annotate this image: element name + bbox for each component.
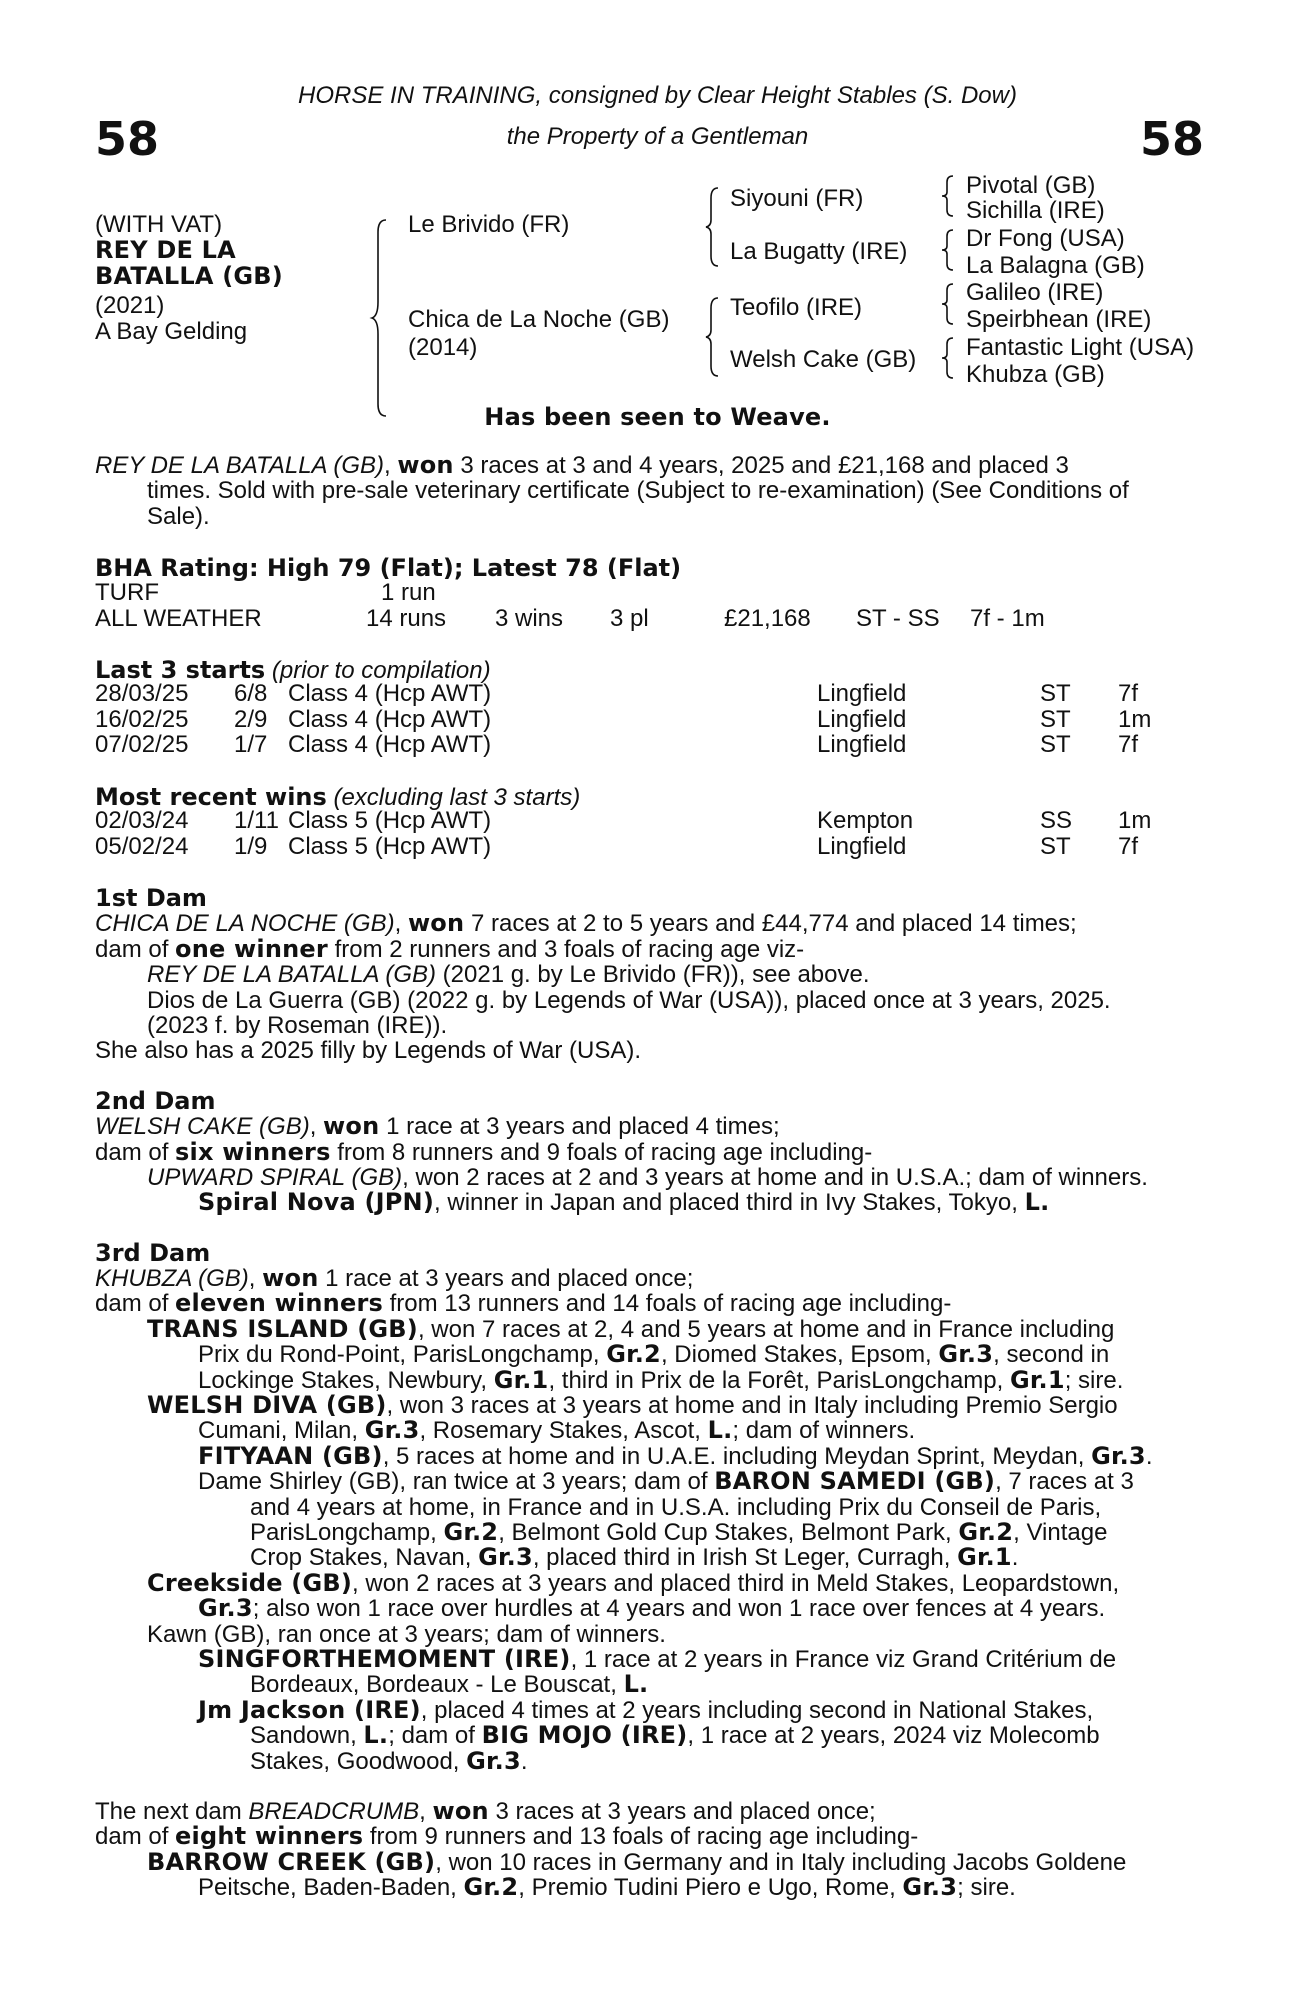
text: ; dam of winners. [732,1417,916,1445]
sire-name: Le Brivido (FR) [408,211,570,238]
aw-going: ST - SS [856,605,940,632]
text: The next dam [95,1797,249,1825]
sep: , [309,1113,324,1141]
summary-text-1: 3 races at 3 and 4 years, 2025 and £21,168 and placed 3 [453,452,1069,479]
text: , Rosemary Stakes, Ascot, [419,1417,708,1445]
offspring-kawn: Kawn (GB), ran once at 3 years; dam of winners. [147,1620,666,1648]
second-dam-record: 1 race at 3 years and placed 4 times; [379,1113,780,1141]
race-grade: L. [707,1416,733,1445]
text: ; sire. [1064,1366,1124,1394]
recent-wins-note: (excluding last 3 starts) [326,784,581,811]
race-grade: L. [623,1670,649,1699]
text: ; dam of [388,1722,482,1750]
text: . [1145,1442,1153,1470]
race-class: Class 5 (Hcp AWT) [288,807,492,834]
second-dam-heading: 2nd Dam [95,1086,216,1115]
race-dist: 1m [1118,705,1152,733]
turf-label: TURF [95,579,159,606]
ancestor-2: Sichilla (IRE) [966,197,1105,224]
race-dist: 7f [1118,680,1139,707]
text: , won 10 races in Germany and in Italy including Jacobs Goldene [435,1848,1127,1876]
winners-count: eleven winners [175,1289,383,1318]
third-dam-record: 1 race at 3 years and placed once; [318,1265,694,1293]
race-pos: 6/8 [234,680,268,707]
offspring-name: UPWARD SPIRAL (GB) [147,1163,403,1191]
offspring-name: Jm Jackson (IRE) [198,1695,421,1724]
offspring-details: , won 2 races at 2 and 3 years at home and in U.S.A.; dam of winners. [402,1163,1148,1191]
text: . [1011,1544,1019,1572]
ancestor-6: Speirbhean (IRE) [966,306,1152,333]
race-grade: Gr.3 [364,1416,420,1445]
text: ; sire. [957,1874,1016,1902]
offspring-name: BARROW CREEK (GB) [147,1847,436,1876]
race-pos: 1/9 [234,832,268,860]
text: Peitsche, Baden-Baden, [198,1874,464,1902]
text: Bordeaux, Bordeaux - Le Bouscat, [250,1671,624,1699]
text: , won 2 races at 3 years and placed third in Meld Stakes, Leopardstown, [352,1569,1120,1597]
text: , Premio Tudini Piero e Ugo, Rome, [518,1874,903,1902]
summary-text-3: Sale). [147,502,210,530]
race-course: Lingfield [817,731,907,758]
sep: , [248,1265,263,1293]
race-class: Class 5 (Hcp AWT) [288,832,492,860]
brace-g1 [940,174,960,218]
race-course: Lingfield [817,705,907,733]
race-class: Class 4 (Hcp AWT) [288,680,492,707]
race-pos: 2/9 [234,705,268,733]
text: Lockinge Stakes, Newbury, [198,1366,494,1394]
horse-description: A Bay Gelding [95,318,248,345]
race-course: Lingfield [817,680,907,707]
offspring-name: SINGFORTHEMOMENT (IRE) [198,1644,571,1673]
winners-count: six winners [175,1137,331,1166]
text: Sandown, [250,1722,364,1750]
second-dam-name: WELSH CAKE (GB) [95,1113,310,1141]
text: ; also won 1 race over hurdles at 4 years and won 1 race over fences at 4 years. [252,1595,1106,1623]
text: dam of [95,935,176,963]
sep: , [419,1797,433,1825]
next-dam-name: BREADCRUMB [248,1797,420,1825]
ancestor-5: Galileo (IRE) [966,279,1104,306]
text: from 13 runners and 14 foals of racing age including- [382,1290,952,1318]
text: , Vintage [1013,1518,1108,1546]
race-grade: Gr.2 [958,1517,1014,1546]
last-starts-note: (prior to compilation) [265,657,491,684]
text: . [520,1747,528,1775]
summary-text-2: times. Sold with pre-sale veterinary certificate (Subject to re-examination) (See Conditions of [147,477,1129,505]
won-label: won [432,1796,489,1825]
ancestor-3: Dr Fong (USA) [966,225,1125,252]
brace-sire [704,186,728,268]
race-dist: 7f [1118,832,1139,860]
property-line: the Property of a Gentleman [506,123,809,150]
text: , Diomed Stakes, Epsom, [660,1341,939,1369]
text: , 1 race at 2 years in France viz Grand Critérium de [570,1645,1117,1673]
race-grade: Gr.2 [463,1873,519,1902]
offspring-name: Creekside (GB) [147,1568,353,1597]
consignor-line: HORSE IN TRAINING, consigned by Clear Height Stables (S. Dow) [298,82,1017,109]
race-grade: Gr.1 [957,1543,1012,1572]
dam-year: (2014) [408,334,478,361]
text: Dame Shirley (GB), ran twice at 3 years; dam of [198,1468,715,1496]
text: , 1 race at 2 years, 2024 viz Molecomb [687,1722,1100,1750]
horse-name-line2: BATALLA (GB) [95,262,283,290]
third-dam-name: KHUBZA (GB) [95,1265,249,1293]
won-label: won [407,909,465,938]
offspring-name: FITYAAN (GB) [198,1441,383,1470]
bha-rating-heading: BHA Rating: High 79 (Flat); Latest 78 (Flat) [95,554,682,582]
text: Stakes, Goodwood, [250,1747,467,1775]
summary-won: won [397,451,454,479]
race-going: ST [1040,731,1071,758]
turf-runs: 1 run [381,579,436,606]
horse-name-line1: REY DE LA [95,236,236,264]
race-grade: L. [363,1721,389,1750]
race-going: ST [1040,832,1071,860]
race-grade: Gr.3 [478,1543,533,1572]
first-dam-heading: 1st Dam [95,884,207,912]
race-date: 16/02/25 [95,705,189,733]
aw-runs: 14 runs [366,605,447,632]
race-date: 28/03/25 [95,680,189,707]
race-date: 02/03/24 [95,807,189,834]
race-grade: Gr.2 [606,1340,661,1369]
offspring-dios-de-la-guerra: Dios de La Guerra (GB) (2022 g. by Legends of War (USA)), placed once at 3 years, 2025. [147,986,1111,1014]
text: , Belmont Gold Cup Stakes, Belmont Park, [498,1518,959,1546]
race-grade: Gr.3 [938,1340,994,1369]
text: Crop Stakes, Navan, [250,1544,479,1572]
race-dist: 1m [1118,807,1152,834]
dam-sections [95,886,1205,1900]
race-grade: Gr.1 [1009,1365,1065,1394]
race-course: Kempton [817,807,914,834]
text: Prix du Rond-Point, ParisLongchamp, [198,1341,607,1369]
text: , second in [993,1341,1110,1369]
won-label: won [323,1112,380,1141]
offspring-details: , winner in Japan and placed third in Ivy Stakes, Tokyo, [434,1189,1025,1217]
vet-note: Has been seen to Weave. [484,403,831,431]
text: Cumani, Milan, [198,1417,365,1445]
race-grade: Gr.1 [493,1365,549,1394]
dam-sire: Teofilo (IRE) [730,294,863,321]
third-dam-heading: 3rd Dam [95,1238,211,1267]
dam-dam: Welsh Cake (GB) [730,346,917,373]
aw-label: ALL WEATHER [95,605,262,632]
offspring-name: Spiral Nova (JPN) [198,1188,435,1217]
aw-placed: 3 pl [610,605,649,632]
race-pos: 1/11 [234,807,279,834]
recent-wins-title: Most recent wins [95,783,327,811]
offspring-name: WELSH DIVA (GB) [147,1391,387,1420]
race-class: Class 4 (Hcp AWT) [288,731,492,758]
text: ParisLongchamp, [250,1518,444,1546]
ancestor-8: Khubza (GB) [966,361,1105,388]
vat-label: (WITH VAT) [95,211,223,238]
brace-g4 [940,336,960,380]
brace-main [370,218,400,418]
race-dist: 7f [1118,731,1139,758]
dam-name: Chica de La Noche (GB) [408,306,670,333]
race-going: SS [1040,807,1073,834]
text: from 9 runners and 13 foals of racing age including- [363,1823,919,1851]
lot-number-right: 58 [1140,112,1205,166]
summary-block [95,453,1205,529]
text: , placed 4 times at 2 years including second in National Stakes, [420,1696,1094,1724]
text: , 7 races at 3 [995,1468,1134,1496]
race-going: ST [1040,680,1071,707]
sep: , [394,910,408,938]
text: , placed third in Irish St Leger, Curragh, [532,1544,958,1572]
race-pos: 1/7 [234,731,268,758]
text: , won 7 races at 2, 4 and 5 years at home and in France including [417,1315,1115,1343]
offspring-name: REY DE LA BATALLA (GB) [147,961,436,989]
aw-prize: £21,168 [724,605,811,632]
ancestor-4: La Balagna (GB) [966,252,1145,279]
brace-g3 [940,282,960,326]
brace-dam [704,296,728,378]
last-starts-title: Last 3 starts [95,656,266,684]
text: dam of [95,1290,176,1318]
race-date: 07/02/25 [95,731,189,758]
race-class: Class 4 (Hcp AWT) [288,705,492,733]
ancestor-7: Fantastic Light (USA) [966,334,1195,361]
race-going: ST [1040,705,1071,733]
text: dam of [95,1823,176,1851]
brace-g2 [940,228,960,272]
foaling-year: (2021) [95,292,165,319]
sire-sire: Siyouni (FR) [730,185,864,212]
aw-wins: 3 wins [495,605,564,632]
text: dam of [95,1138,176,1166]
offspring-name: BARON SAMEDI (GB) [714,1467,996,1496]
lot-number-left: 58 [95,112,160,166]
text: and 4 years at home, in France and in U.S.A. including Prix du Conseil de Paris, [250,1493,1102,1521]
first-dam-footnote: She also has a 2025 filly by Legends of War (USA). [95,1037,642,1065]
offspring-details: (2021 g. by Le Brivido (FR)), see above. [435,961,870,989]
offspring-name: BIG MOJO (IRE) [481,1721,688,1750]
winners-count: eight winners [175,1822,364,1851]
race-grade: L. [1024,1188,1050,1217]
won-label: won [262,1264,319,1293]
text: from 2 runners and 3 foals of racing age viz- [327,935,805,963]
first-dam-record: 7 races at 2 to 5 years and £44,774 and placed 14 times; [464,910,1077,938]
text: , 5 races at home and in U.A.E. including Meydan Sprint, Meydan, [382,1442,1092,1470]
ancestor-1: Pivotal (GB) [966,172,1096,199]
aw-distance: 7f - 1m [970,605,1045,632]
race-grade: Gr.2 [443,1517,499,1546]
first-dam-name: CHICA DE LA NOCHE (GB) [95,910,395,938]
text: from 8 runners and 9 foals of racing age including- [330,1138,873,1166]
sire-dam: La Bugatty (IRE) [730,238,908,265]
summary-sep: , [383,452,398,479]
race-grade: Gr.3 [198,1594,253,1623]
offspring-name: TRANS ISLAND (GB) [147,1314,418,1343]
race-grade: Gr.3 [466,1746,521,1775]
text: , third in Prix de la Forêt, ParisLongchamp, [548,1366,1010,1394]
text: , won 3 races at 3 years at home and in Italy including Premio Sergio [386,1392,1118,1420]
winners-count: one winner [175,934,328,963]
race-date: 05/02/24 [95,832,189,860]
offspring-2023-filly: (2023 f. by Roseman (IRE)). [147,1011,448,1039]
race-course: Lingfield [817,832,907,860]
summary-horse-name: REY DE LA BATALLA (GB) [95,452,384,479]
race-grade: Gr.3 [1091,1441,1146,1470]
text: 3 races at 3 years and placed once; [488,1797,876,1825]
race-grade: Gr.3 [902,1873,958,1902]
